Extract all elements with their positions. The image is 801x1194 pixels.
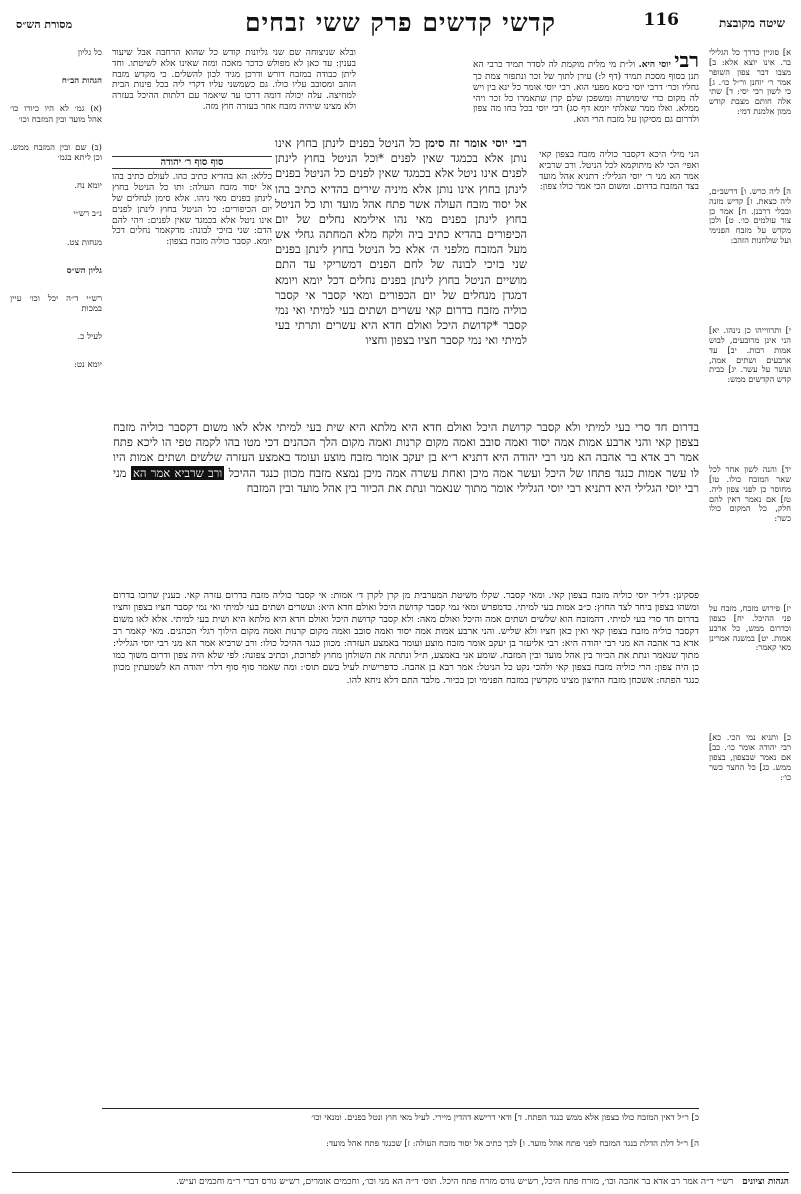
- margin-item: גליון הש״ס: [66, 265, 102, 276]
- gemara-wide: [113, 420, 699, 496]
- margin-item: נ״ב רש״י: [73, 209, 102, 220]
- right-margin-block: ה] ליה כרש. ו] דרשב״ם, ליה כצאת. ז] קדיש מזנה ובבלי דרבנן. ח] אמר כן צור עולמים כו׳. ט] ולכן מקדש על מזבח הפנימי ועל שולחנות הזהב:: [709, 185, 791, 246]
- rashi-top-block: [473, 48, 699, 126]
- lower-commentary: [113, 590, 699, 687]
- gemara-text-1: כל הניטל בפנים לינתן בחוץ אינו נותן אלא בכמגד שאין לפנים *וכל הניטל בחוץ לינתן לפנים אינו ניטל אלא בכמגד שאין לפנים כל הניטל בפנים לינתן בחוץ אינו נותן אלא מיניה שירים בהדיא כתיב בהו אל יסוד מזבח העולה אשר פתח אהל מועד ותו כל הניטל בחוץ לינתן בפנים מאי נהו אילימא נחלים של יום הכיפורים בהדיא כתיב ביה ולקח מלא המחתה גחלי אש מעל המזבח מלפני ה׳ אלא כל הניטל בחוץ לינתן בפנים שני בזיכי לבונה של לחם הפנים דמשריקי עד התם: [275, 136, 527, 272]
- gemara-marker: ורב שרביא אמר הא: [132, 465, 223, 480]
- page-number: 116: [643, 10, 679, 30]
- right-inner-commentary: [539, 150, 699, 193]
- page-header: [12, 8, 789, 42]
- gemara-central: [275, 136, 527, 348]
- margin-item: רש״י ד״ה יכל וכו׳ עיין במכות: [10, 293, 102, 315]
- left-inner-text: כללא: הא בהדיא כתיב כהו. לעולם כתיב בהו אל יסוד מזבח העולה: ותו כל הניטל בחוץ לינתן בפנים מאי ניהו. אלא סימן לנחלים של יום הכיפורים: כל הניטל בחוץ לינתן לפנים אינו ניטל אלא בכמגד שאין לפנים: ויהי להם הדם: שני בזיכי לבונה: מדקאמר נחלים דכל יומא. קסבר כוליה מזבח בצפון:: [112, 172, 272, 248]
- rashi-heading-continued: יוסי היא.: [638, 60, 671, 70]
- margin-item: יומא נט:: [73, 360, 102, 371]
- right-margin-block: י] ותרווייהו כן נינהו. יא] הני אינן מרובעים, לבוש אמות רבות. יב] עד ארבעים ושתים אמה, ועשר על עשר. יג] כבית קדש הקדשים ממש:: [709, 324, 791, 385]
- left-margin: [10, 48, 102, 389]
- gemara-wide-text-after: מני רבי יוסי הגלילי היא דתניא רבי יוסי הגלילי אומר מתוך שנאמר ונתת את הכיור בין אהל מועד ובין המזבח: [113, 465, 699, 495]
- right-margin-block: יז] פירוש מזבח, מזבח על פני ההיכל. יח] כצפון וכדרום ממש, כל ארבע אמות. יט] במשנה אמרינן מאי קאמר:: [709, 603, 791, 653]
- margin-item: הגהות הב״ח: [61, 76, 102, 87]
- page-footer: [12, 1172, 789, 1187]
- gemara-text-2: מושיים הניטל בחוץ לינתן בפנים נחלים דכל יומא ויומא דמגדן מנחלים של יום הכפורים ומאי קסבר אי קסבר כוליה מזבח בדרום קאי עשרים ושתים בעי למיתי ואי נמי קסבר *קדושת היכל ואולם חדא היא עשרים ותרתי בעי למיתי ואי נמי קסבר חציו בצפון וחציו: [275, 272, 527, 348]
- footer-text: רש״י ד״ה אמר רב אדא בר אהבה וכו׳, מזרח פתח היכל, רש״ש גורס מזרח פתח היכל. תוס׳ ד״ה הא מני וכו׳, וחכמים אומרים, רש״ש גורס דברי ר״מ וחכמים וע״ש.: [176, 1177, 734, 1187]
- page-title: קדשי קדשים פרק ששי זבחים: [245, 8, 556, 37]
- footer-title: הגהות וציונים: [742, 1177, 789, 1187]
- margin-item: לעיל כ.: [77, 332, 102, 343]
- footnote-divider: [102, 1108, 699, 1109]
- margin-item: (א) גמ׳ לא היו כיורו כו׳ אהל מועד ובין המזבח וכו׳: [10, 104, 102, 125]
- margin-item: מנחות צט.: [66, 237, 102, 248]
- footnote-line: כ] ר״ל דאין המזבח כולו בצפון אלא ממש כנגד הפתח. ד] ודאי דרישא דהדין מיירי. לעיל מאי חוץ ונטל בפנים. ומנאי וכו׳: [311, 1113, 699, 1123]
- left-inner-heading: סוף סוף ר׳ יהודה: [112, 156, 272, 169]
- masoret-label: מסורת הש״ס: [16, 18, 73, 31]
- left-inner-commentary: [112, 150, 272, 248]
- gemara-lead: רבי יוסי אומר זה סימן: [425, 136, 528, 150]
- right-margin-block: כ] ותניא נמי הכי. כא] רבי יהודה אומר כו׳. כב] אם נאמר שבצפון, בצפון ממש. כג] כל החצר כשר כו׳:: [709, 732, 791, 782]
- margin-item: כל גליון: [77, 48, 102, 58]
- margin-item: (ב) שם ובין המזבח ממש. וכן ליתא בגמ׳: [10, 142, 102, 163]
- tosafot-top-block: [112, 48, 356, 113]
- tosafot-text: ובלא שניצוחה שם שני גליונות קודש כל שהוא הרחבה אבל שיעור בענין: עד כאן לא מפולש כדכר מאכה ומזה שאינו אלא לשיטתו. וחד ליתן כבודה במזבח דורש ודרכן מגיד לכון להשלים. כי מקדש מזבח הזהב ומסובב עליו כולו. גם כשמשני עליו דקרי ליה בכל פינות הבית למחיצה. עלה יכולה דומה דרכו עד שיאמר עם דלתות ההיכל בעזרה ולא מצינו שיהיה מזבח אחר בעזרה חוץ מזה.: [112, 48, 356, 112]
- commentary-text: פסקינן: דל״ר יוסי כוליה מזבח בצפון קאי. ומאי קסבר. שקלו משיטת המערבית מן קרן לקרן ד׳ אמות: אי קסבר כוליה מזבח בדרום עזרה קאי. בענין שרובו בדרום ומשהו בצפון ביחד לצד החוץ: כ״ב אמות בעי למיתי. כדמפרש ומאי נמי קסבר קדושת היכל ואולם חדא היא: ועשרים ושתים בעי למיתי ואי נמי קסבר חציו בצפון וחציו בדרום חד סרי בעי למיתי. דהמזבח הוא שלשים ושתים אמה והיכל ואולם מאה: ולא קסבר קדושת היכל ואולם חדא היא מלתא היא ושית בעי למיתי. אלא לאו משום דקסבר כוליה מזבח בצפון קאי ואין כאן חציו ולא שליש. והני ארבע אמות אמה יסוד ואמה סובב ואמה מקום קרנות ואמה מקום הילוך רגלי הכהנים. מאי קאמר רב אדא בר אהבה הא מני רבי יהודה היא: רבי אליעזר בן יעקב אומר מזבח מוצע ועומד באמצע העזרה: מכוון כנגד ההיכל כולו: ורב שרביא אמר הא מני רבי יוסי הגלילי: מתוך שנאמר ונתת את הכיור בין אהל מועד ובין המזבח. שומע אני באמצע, ת״ל ונתתה את השולחן מחוץ לפרוכת, וכתיב צפונה: לפי שלא היה צפון ודרום משוך כמו כן היה צפון: הרי כוליה מזבח בצפון קאי ולהכי נקט כל הניטל: אמר רבא בן אהבה. כדפרישית לעיל בשם תוס׳: ומה שאמר סוף סוף דלר׳ יהודה הא לשמעתין מכוון כנגד הפתח: אשכחן מזבח החיצון מצינו מקדשין במזבח הפנימי וכן בכיור. מלבד התם דלא ניחא להו.: [113, 590, 699, 686]
- right-margin-block: א] סוגיין כדרך כל הגלילי בר. אינו יוצא אלא: ב] מצבו דבר צפון השופר אמר ר׳ יוחנן ור״ל כו׳. ג] כי לשון רבי יסי: ד] שתי אלה חותם מצבת קודש ממון אלמנת דמי:: [709, 47, 791, 117]
- right-margin-block: יד] והנה לשון אחר לכל שאר המזבח כולו. טו] מחוסר כן לפני צפון ליה. טז] אם נאמר דאין להם חלק, כל המקום כולו כשר:: [709, 464, 791, 524]
- right-inner-text: הני מילי היכא דקסבר כוליה מזבח בצפון קאי ואפי׳ הכי לא מיתוקמא לכל הניטל. ורב שרביא אמר הא מני ר׳ יוסי הגלילי: דתניא אהל מועד בצד המזבח בדרום. ומשום הכי אמר כולו צפון:: [539, 150, 699, 193]
- margin-item: יומא נח.: [74, 181, 102, 192]
- rashi-text: ול״ת מי מלית מוקמת לה לסדר תמיד כרבי הא תנן בסוף מסכת תמיד (דף ל:) עירן לתוך של זכר ונתפזר צמת כך גחליו וכר׳ דרבי יוסי כיסא מפעי הוא. רבי יוסי אומר כל ינא בין ויש לה מקום כדי שימושרה ומשפכן שלם קרן שתאמרו כל זכר ויהי ממלא. ואלו ממר שאלתי יומא דף סג) רבי יוסי בכל כחו מה צפון ולדרום גם מסיקון על מזבח הרי הוא.: [473, 60, 699, 126]
- rashi-heading: רבי: [674, 48, 699, 72]
- series-name: שיטה מקובצת: [719, 16, 785, 30]
- gemara-wide-text: בדרום חד סרי בעי למיתי ולא קסבר קדושת היכל ואולם חדא היא מלתא היא שית בעי למיתי אלא לאו משום דקסבר כוליה מזבח בצפון קאי והני ארבע אמות אמה יסוד ואמה סובב ואמה מקום קרנות ואמה מקום הלך הכהנים דכי מטו בהו לקמה טפי הו ליכא פתח אמר רב אדא בר אהבה הא מני רבי יהודה היא דתניא ר״א בן יעקב אומר מזבח מוצע ועומד באמצע העזרה שלשים ושתים אמות היו לו עשר אמות כנגד פתחו של היכל ועשר אמה מיכן ואחת עשרה אמה מיכן נמצא מזבח מכוון כנגד ההיכל: [113, 420, 700, 480]
- right-margin-column: [709, 48, 791, 783]
- footnote-line: ה] ר״ל דלת הדלת בנגד המזבח לפני פתח אהל מועד. ו] לכך כתיב אל יסוד מזבח העולה: ז] שכנגד פתח אהל מועד:: [326, 1139, 699, 1149]
